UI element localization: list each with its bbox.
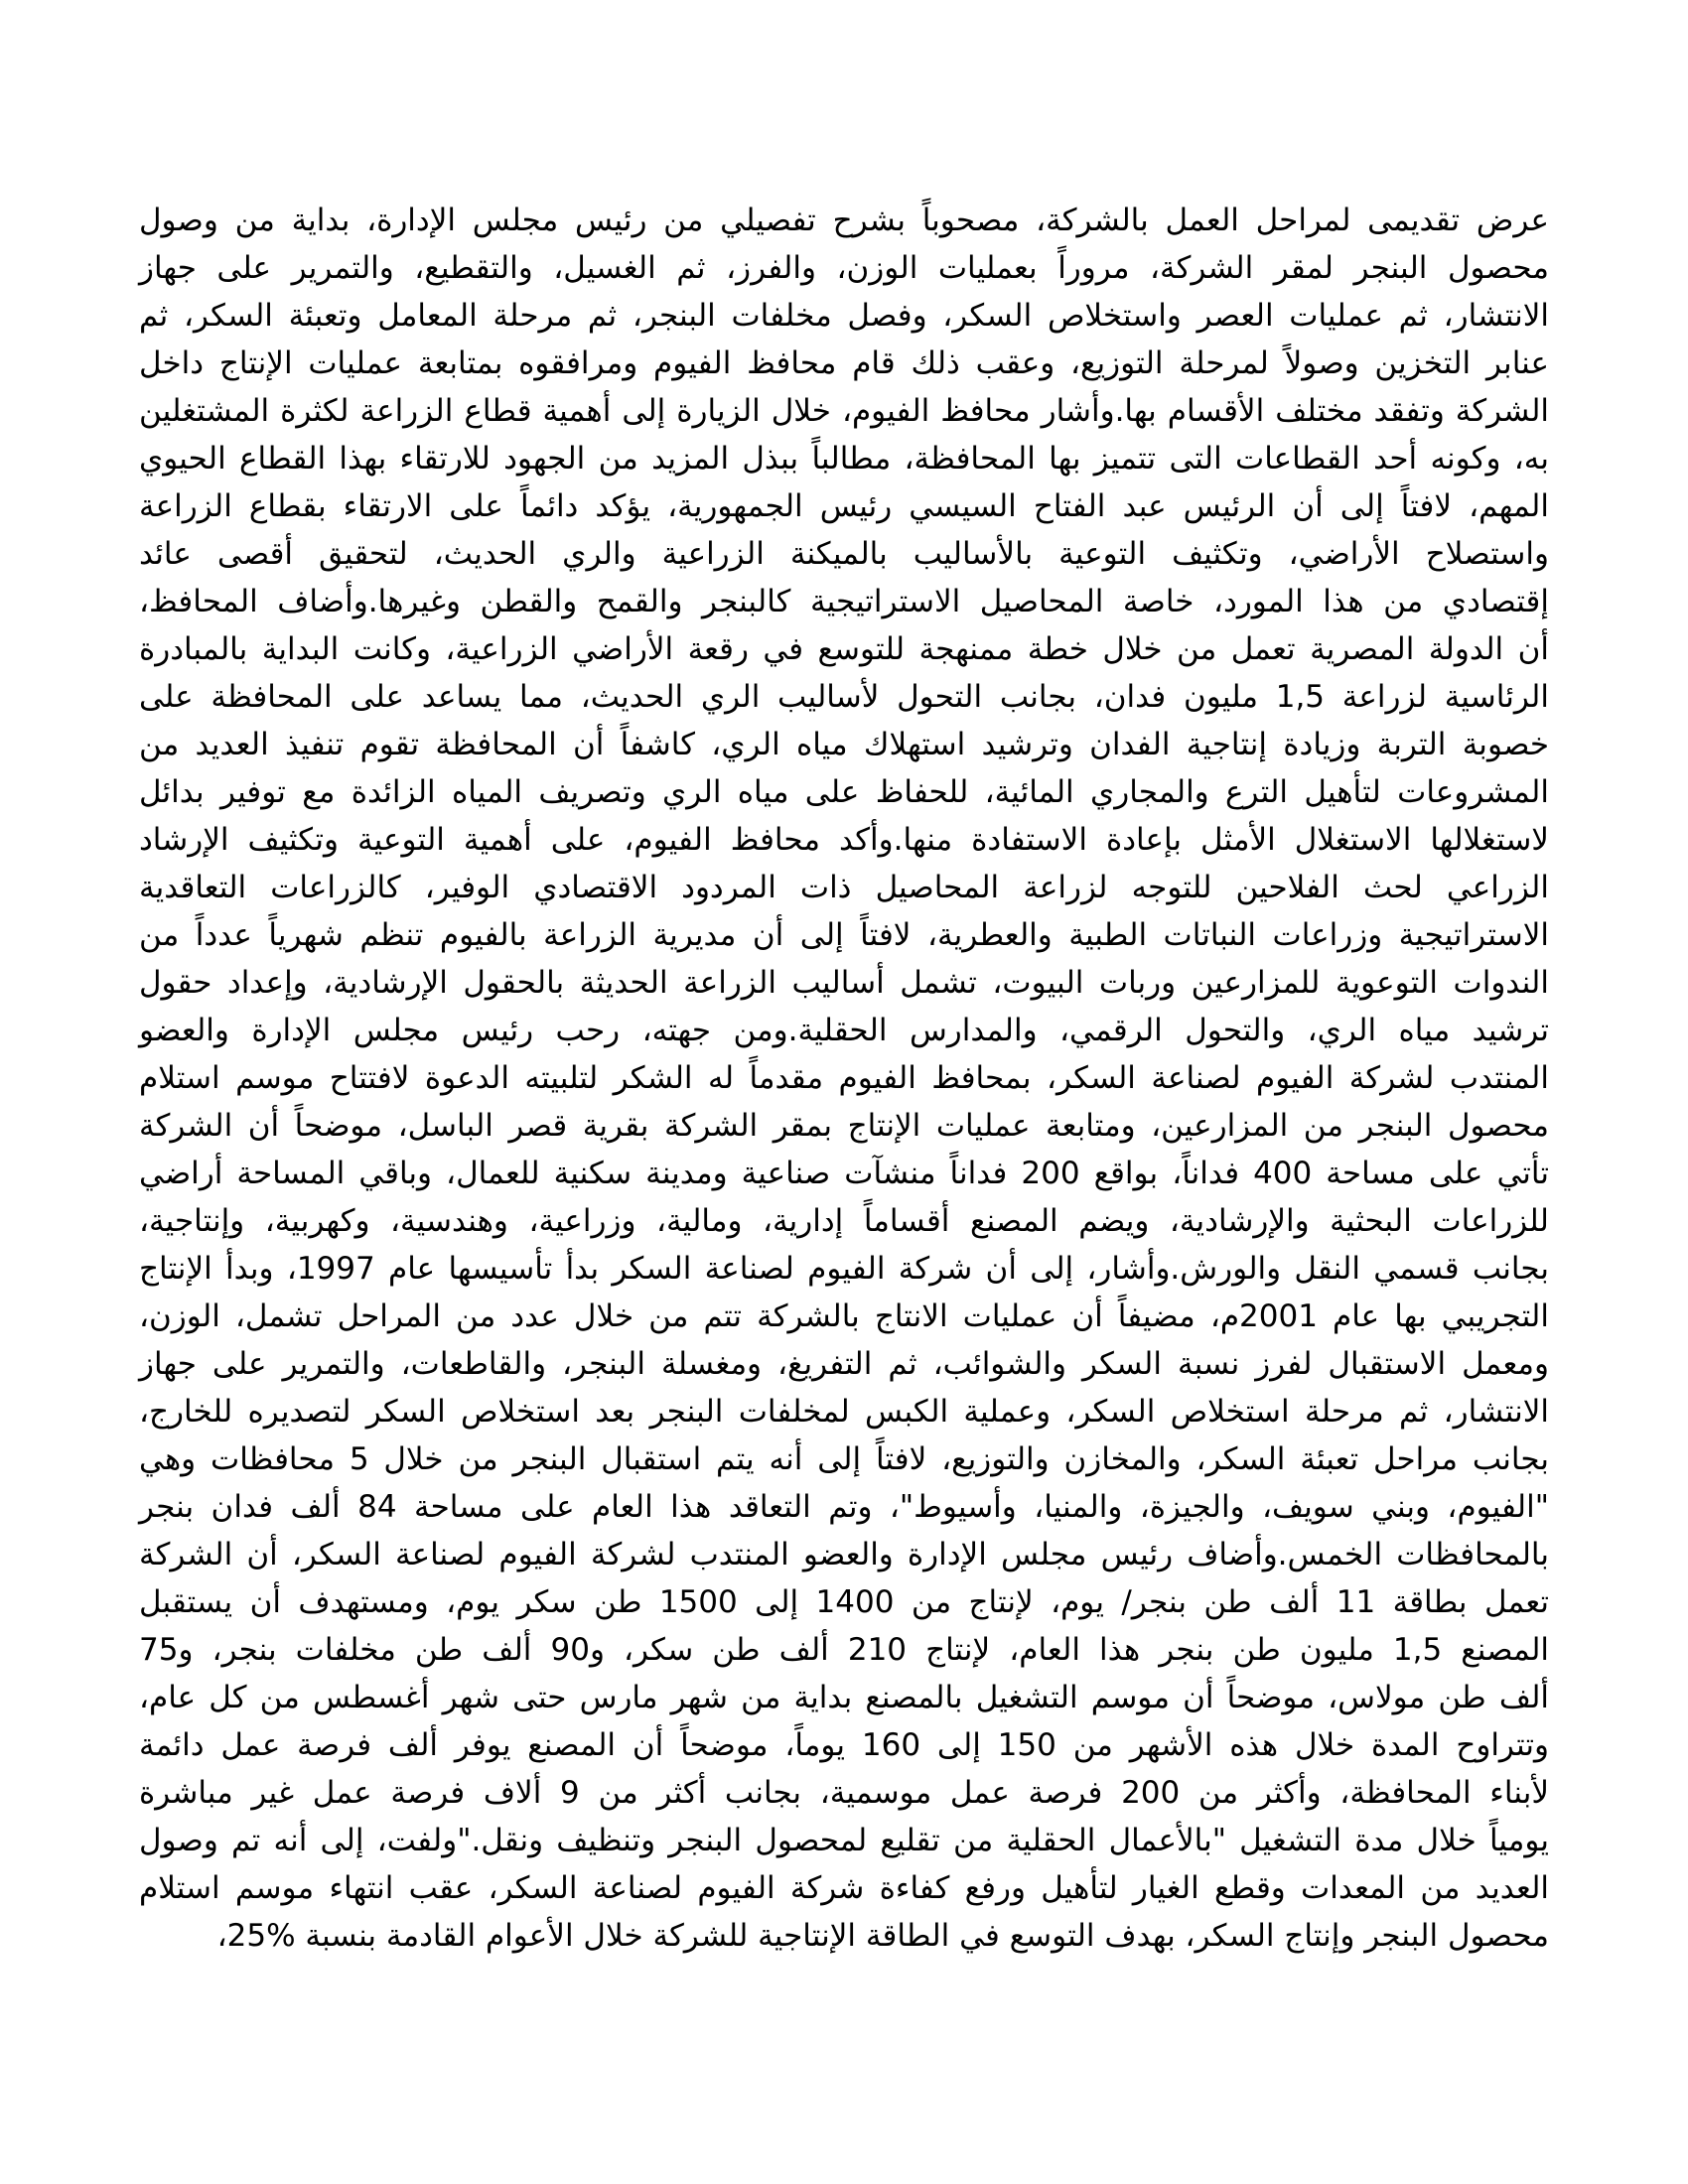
text-line: بالمحافظات الخمس.وأضاف رئيس مجلس الإدارة والعضو المنتدب لشركة الفيوم لصناعة السكر، أن الشركة bbox=[139, 1537, 1549, 1572]
text-line: به، وكونه أحد القطاعات التى تتميز بها المحافظة، مطالباً ببذل المزيد من الجهود للارتقاء بهذا القطاع الحيوي bbox=[139, 441, 1549, 477]
text-line: عرض تقديمى لمراحل العمل بالشركة، مصحوباً بشرح تفصيلي من رئيس مجلس الإدارة، بداية من وصول bbox=[139, 203, 1549, 238]
text-line: ومعمل الاستقبال لفرز نسبة السكر والشوائب، ثم التفريغ، ومغسلة البنجر، والقاطعات، والتمرير على جهاز bbox=[139, 1346, 1549, 1382]
text-line: إقتصادي من هذا المورد، خاصة المحاصيل الاستراتيجية كالبنجر والقمح والقطن وغيرها.وأضاف المحافظ، bbox=[139, 584, 1549, 619]
text-line: محصول البنجر من المزارعين، ومتابعة عمليات الإنتاج بمقر الشركة بقرية قصر الباسل، موضحاً أن الشركة bbox=[139, 1108, 1549, 1144]
text-line: "الفيوم، وبني سويف، والجيزة، والمنيا، وأسيوط"، وتم التعاقد هذا العام على مساحة 84 ألف فدان بنجر bbox=[139, 1489, 1549, 1525]
text-line: يومياً خلال مدة التشغيل "بالأعمال الحقلية من تقليع لمحصول البنجر وتنظيف ونقل."ولفت، إلى أنه تم وصول bbox=[139, 1823, 1549, 1858]
text-line: محصول البنجر وإنتاج السكر، بهدف التوسع في الطاقة الإنتاجية للشركة خلال الأعوام القادمة بنسبة %25، bbox=[216, 1918, 1549, 1954]
text-line: وتتراوح المدة خلال هذه الأشهر من 150 إلى 160 يوماً، موضحاً أن المصنع يوفر ألف فرصة عمل دائمة bbox=[139, 1727, 1549, 1763]
text-line: بجانب مراحل تعبئة السكر، والمخازن والتوزيع، لافتاً إلى أنه يتم استقبال البنجر من خلال 5 محافظات وهي bbox=[139, 1441, 1549, 1477]
text-line: المصنع 1,5 مليون طن بنجر هذا العام، لإنتاج 210 ألف طن سكر، و90 ألف طن مخلفات بنجر، و75 bbox=[139, 1632, 1550, 1668]
text-line: عنابر التخزين وصولاً لمرحلة التوزيع، وعقب ذلك قام محافظ الفيوم ومرافقوه بمتابعة عمليات الإنتاج داخل bbox=[139, 345, 1549, 381]
text-line: محصول البنجر لمقر الشركة، مروراً بعمليات الوزن، والفرز، ثم الغسيل، والتقطيع، والتمرير على جهاز bbox=[139, 250, 1549, 286]
text-line: لاستغلالها الاستغلال الأمثل بإعادة الاستفادة منها.وأكد محافظ الفيوم، على أهمية التوعية وتكثيف الإرشاد bbox=[139, 822, 1549, 858]
text-line: للزراعات البحثية والإرشادية، ويضم المصنع أقساماً إدارية، ومالية، وزراعية، وهندسية، وكهربية، وإنتاجية، bbox=[139, 1203, 1549, 1239]
text-line: واستصلاح الأراضي، وتكثيف التوعية بالأساليب بالميكنة الزراعية والري الحديث، لتحقيق أقصى عائد bbox=[139, 536, 1549, 572]
text-line: الانتشار، ثم عمليات العصر واستخلاص السكر، وفصل مخلفات البنجر، ثم مرحلة المعامل وتعبئة السكر، ثم bbox=[139, 298, 1549, 334]
text-line: الزراعي لحث الفلاحين للتوجه لزراعة المحاصيل ذات المردود الاقتصادي الوفير، كالزراعات التعاقدية bbox=[139, 870, 1549, 905]
text-line: المهم، لافتاً إلى أن الرئيس عبد الفتاح السيسي رئيس الجمهورية، يؤكد دائماً على الارتقاء بقطاع الزراعة bbox=[139, 488, 1549, 524]
text-line: أن الدولة المصرية تعمل من خلال خطة ممنهجة للتوسع في رقعة الأراضي الزراعية، وكانت البداية بالمبادرة bbox=[139, 631, 1549, 667]
text-line: المنتدب لشركة الفيوم لصناعة السكر، بمحافظ الفيوم مقدماً له الشكر لتلبيته الدعوة لافتتاح موسم استلام bbox=[139, 1060, 1549, 1096]
text-line: الانتشار، ثم مرحلة استخلاص السكر، وعملية الكبس لمخلفات البنجر بعد استخلاص السكر لتصديره للخارج، bbox=[139, 1394, 1549, 1430]
text-line: خصوبة التربة وزيادة إنتاجية الفدان وترشيد استهلاك مياه الري، كاشفاً أن المحافظة تقوم تنفيذ العديد من bbox=[139, 727, 1549, 762]
text-line: ألف طن مولاس، موضحاً أن موسم التشغيل بالمصنع بداية من شهر مارس حتى شهر أغسطس من كل عام، bbox=[139, 1680, 1549, 1715]
text-line: الاستراتيجية وزراعات النباتات الطبية والعطرية، لافتاً إلى أن مديرية الزراعة بالفيوم تنظم شهرياً عدداً من bbox=[139, 917, 1549, 953]
text-line: الندوات التوعوية للمزارعين وربات البيوت، تشمل أساليب الزراعة الحديثة بالحقول الإرشادية، وإعداد حقول bbox=[139, 965, 1549, 1001]
text-line: ترشيد مياه الري، والتحول الرقمي، والمدارس الحقلية.ومن جهته، رحب رئيس مجلس الإدارة والعضو bbox=[139, 1013, 1549, 1048]
text-line: العديد من المعدات وقطع الغيار لتأهيل ورفع كفاءة شركة الفيوم لصناعة السكر، عقب انتهاء موسم استلام bbox=[139, 1870, 1549, 1906]
text-line: الشركة وتفقد مختلف الأقسام بها.وأشار محافظ الفيوم، خلال الزيارة إلى أهمية قطاع الزراعة لكثرة المشتغلين bbox=[139, 393, 1549, 429]
text-line: بجانب قسمي النقل والورش.وأشار، إلى أن شركة الفيوم لصناعة السكر بدأ تأسيسها عام 1997، وبدأ الإنتاج bbox=[139, 1251, 1549, 1287]
text-line: الرئاسية لزراعة 1,5 مليون فدان، بجانب التحول لأساليب الري الحديث، مما يساعد على المحافظة على bbox=[139, 679, 1549, 715]
text-line: المشروعات لتأهيل الترع والمجاري المائية، للحفاظ على مياه الري وتصريف المياه الزائدة مع توفير بدائل bbox=[139, 774, 1549, 810]
text-line: تعمل بطاقة 11 ألف طن بنجر/ يوم، لإنتاج من 1400 إلى 1500 طن سكر يوم، ومستهدف أن يستقبل bbox=[139, 1584, 1549, 1620]
text-line: التجريبي بها عام 2001م، مضيفاً أن عمليات الانتاج بالشركة تتم من خلال عدد من المراحل تشمل، الوزن، bbox=[139, 1298, 1549, 1334]
article-text bbox=[139, 197, 1549, 1960]
text-line: لأبناء المحافظة، وأكثر من 200 فرصة عمل موسمية، بجانب أكثر من 9 ألاف فرصة عمل غير مباشرة bbox=[139, 1775, 1549, 1811]
text-line: تأتي على مساحة 400 فداناً، بواقع 200 فداناً منشآت صناعية ومدينة سكنية للعمال، وباقي المساحة أراضي bbox=[139, 1156, 1549, 1191]
